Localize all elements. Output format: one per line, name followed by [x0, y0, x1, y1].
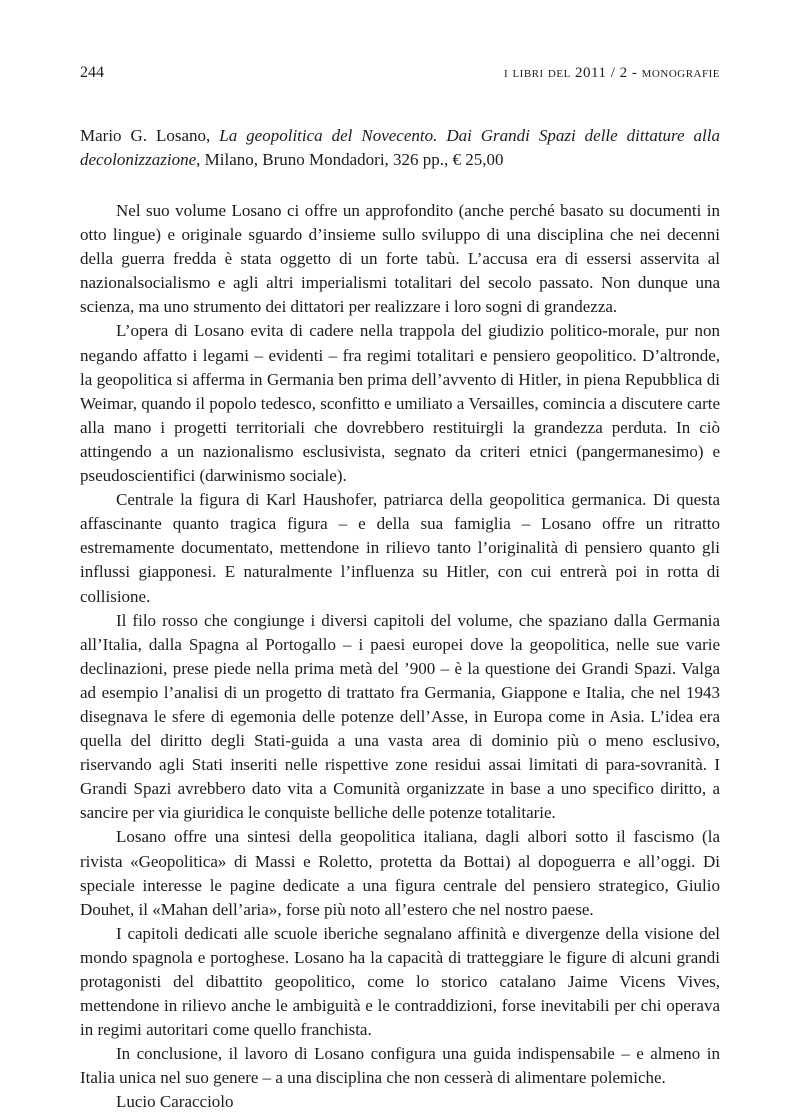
review-body — [80, 199, 720, 1114]
paragraph: Il filo rosso che congiunge i diversi capitoli del volume, che spaziano dalla Germania all’Italia, dalla Spagna al Portogallo – i paesi europei dove la geopolitica, nelle sue varie declinazioni, prese piede nella prima metà del ’900 – è la questione dei Grandi Spazi. Valga ad esempio l’analisi di un progetto di trattato fra Germania, Giappone e Italia, che nel 1943 disegnava le sfere di egemonia delle potenze dell’Asse, in Europa come in Asia. L’idea era quella del diritto degli Stati-guida a una vasta area di dominio più o meno esclusivo, riservando agli Stati inseriti nelle rispettive zone residui assai limitati di para-sovranità. I Grandi Spazi avrebbero dato vita a Comunità organizzate in base a uno specifico diritto, a sancire per via giuridica le conquiste belliche delle potenze totalitarie. — [80, 610, 720, 823]
book-title: La geopolitica del Novecento. Dai Grandi Spazi delle dittature alla decolonizzazione — [80, 126, 720, 169]
journal-header: i libri del 2011 / 2 - monografie — [504, 65, 720, 81]
book-author: Mario G. Losano, — [80, 126, 211, 145]
paragraph: Losano offre una sintesi della geopolitica italiana, dagli albori sotto il fascismo (la rivista «Geopolitica» di Massi e Roletto, protetta da Bottai) al dopoguerra e all’oggi. Di speciale interesse le pagine dedicate a una figura centrale del pensiero strategico, Giulio Douhet, il «Mahan dell’aria», forse più noto all’estero che nel nostro paese. — [80, 827, 720, 919]
running-header — [80, 62, 720, 84]
page-number: 244 — [80, 64, 104, 81]
paragraph: Centrale la figura di Karl Haushofer, patriarca della geopolitica germanica. Di questa affascinante quanto tragica figura – e della sua famiglia – Losano offre un ritratto estremamente documentato, mettendone in rilievo tanto l’originalità di pensiero quanto gli influssi giapponesi. E naturalmente l’influenza su Hitler, con cui entrerà poi in rotta di collisione. — [80, 490, 720, 606]
paragraph: Nel suo volume Losano ci offre un approfondito (anche perché basato su documenti in otto lingue) e originale sguardo d’insieme sullo sviluppo di una disciplina che nei decenni della guerra fredda è stata oggetto di un forte tabù. L’accusa era di essersi asservita al nazionalsocialismo e agli altri imperialismi totalitari del secolo passato. Non dunque una scienza, ma uno strumento dei dittatori per realizzare i loro sogni di grandezza. — [80, 201, 720, 317]
book-publication: , Milano, Bruno Mondadori, 326 pp., € 25,00 — [196, 149, 504, 169]
book-citation — [80, 124, 720, 171]
paragraph: I capitoli dedicati alle scuole iberiche segnalano affinità e divergenze della visione del mondo spagnola e portoghese. Losano ha la capacità di tratteggiare le figure di alcuni grandi protagonisti del dibattito geopolitico, come lo storico catalano Jaime Vicens Vives, mettendone in rilievo anche le ambiguità e le contraddizioni, forse inevitabili per chi operava in regimi autoritari come quello franchista. — [80, 923, 720, 1040]
paragraph: L’opera di Losano evita di cadere nella trappola del giudizio politico-morale, pur non negando affatto i legami – evidenti – fra regimi totalitari e pensiero geopolitico. D’altronde, la geopolitica si afferma in Germania ben prima dell’avvento di Hitler, in piena Repubblica di Weimar, quando il popolo tedesco, sconfitto e umiliato a Versailles, comincia a discutere carte alla mano i progetti territoriali che dovrebbero restituirgli la grandezza perduta. In ciò attingendo a un nazionalismo esclusivista, segnato da criteri etnici (pangermanesimo) e pseudoscientifici (darwinismo sociale). — [80, 321, 720, 486]
paragraph: In conclusione, il lavoro di Losano configura una guida indispensabile – e almeno in Italia unica nel suo genere – a una disciplina che non cesserà di alimentare polemiche. — [80, 1044, 720, 1088]
page — [80, 62, 720, 1114]
reviewer-signature: Lucio Caracciolo — [116, 1092, 234, 1112]
